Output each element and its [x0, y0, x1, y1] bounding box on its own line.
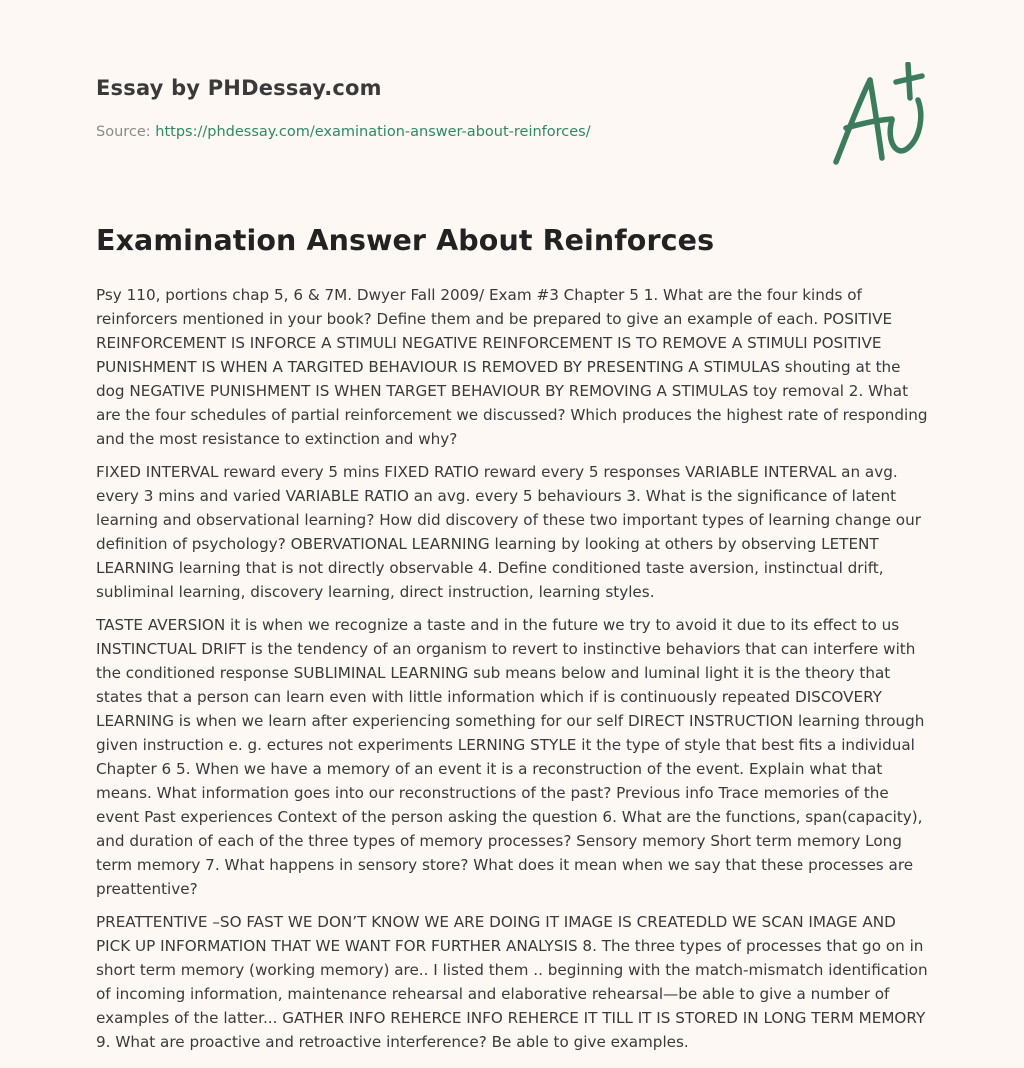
- paragraph: FIXED INTERVAL reward every 5 mins FIXED RATIO reward every 5 responses VARIABLE INTERVAL an avg. every 3 mins and varied VARIABLE RATIO an avg. every 5 behaviours 3. What is the significance of latent learning and observational learning? How did discovery of these two important types of learning change our definition of psychology? OBERVATIONAL LEARNING learning by looking at others by observing LETENT LEARNING learning that is not directly observable 4. Define conditioned taste aversion, instinctual drift, subliminal learning, discovery learning, direct instruction, learning styles.: [96, 463, 921, 601]
- source-label: Source:: [96, 124, 151, 140]
- source-link[interactable]: https://phdessay.com/examination-answer-about-reinforces/: [155, 124, 591, 140]
- site-title: Essay by PHDessay.com: [96, 76, 382, 100]
- document-body: [96, 283, 928, 1054]
- document-title: Examination Answer About Reinforces: [96, 224, 715, 257]
- paragraph: Psy 110, portions chap 5, 6 & 7M. Dwyer Fall 2009/ Exam #3 Chapter 5 1. What are the four kinds of reinforcers mentioned in your book? Define them and be prepared to give an example of each. POSITIVE REINFORCEMENT IS INFORCE A STIMULI NEGATIVE REINFORCEMENT IS TO REMOVE A STIMULI POSITIVE PUNISHMENT IS WHEN A TARGITED BEHAVIOUR IS REMOVED BY PRESENTING A STIMULAS shouting at the dog NEGATIVE PUNISHMENT IS WHEN TARGET BEHAVIOUR BY REMOVING A STIMULAS toy removal 2. What are the four schedules of partial reinforcement we discussed? Which produces the highest rate of responding and the most resistance to extinction and why?: [96, 286, 928, 448]
- paragraph: TASTE AVERSION it is when we recognize a taste and in the future we try to avoid it due to its effect to us INSTINCTUAL DRIFT is the tendency of an organism to revert to instinctive behaviors that can interfere with the conditioned response SUBLIMINAL LEARNING sub means below and luminal light it is the theory that states that a person can learn even with little information which if is continuously repeated DISCOVERY LEARNING is when we learn after experiencing something for our self DIRECT INSTRUCTION learning through given instruction e. g. ectures not experiments LERNING STYLE it the type of style that best fits a individual Chapter 6 5. When we have a memory of an event it is a reconstruction of the event. Explain what that means. What information goes into our reconstructions of the past? Previous info Trace memories of the event Past experiences Context of the person asking the question 6. What are the functions, span(capacity), and duration of each of the three types of memory processes? Sensory memory Short term memory Long term memory 7. What happens in sensory store? What does it mean when we say that these processes are preattentive?: [96, 616, 925, 898]
- paragraph: PREATTENTIVE –SO FAST WE DON’T KNOW WE ARE DOING IT IMAGE IS CREATEDLD WE SCAN IMAGE AND PICK UP INFORMATION THAT WE WANT FOR FURTHER ANALYSIS 8. The three types of processes that go on in short term memory (working memory) are.. I listed them .. beginning with the match-mismatch identification of incoming information, maintenance rehearsal and elaborative rehearsal—be able to give a number of examples of the latter... GATHER INFO REHERCE INFO REHERCE IT TILL IT IS STORED IN LONG TERM MEMORY 9. What are proactive and retroactive interference? Be able to give examples.: [96, 913, 928, 1051]
- a-plus-logo-icon: [826, 62, 936, 172]
- page-header: [96, 0, 928, 200]
- source-line: [96, 124, 591, 140]
